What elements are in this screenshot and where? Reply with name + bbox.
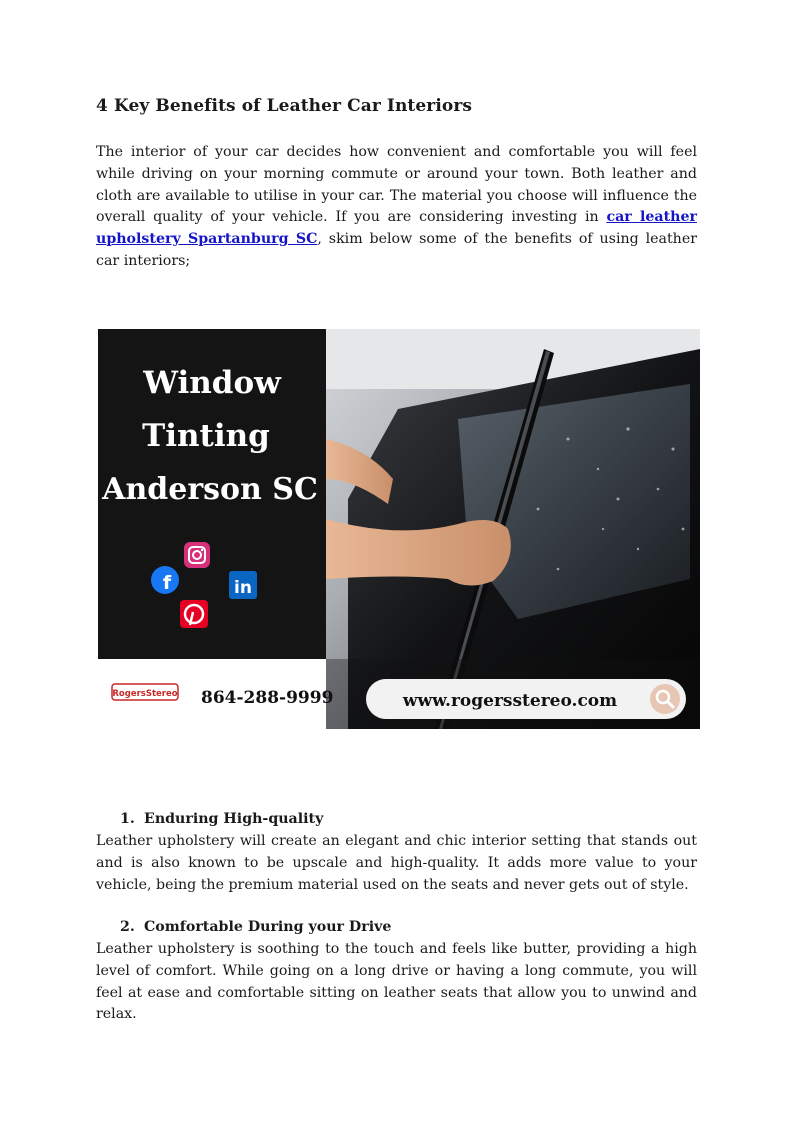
svg-text:f: f <box>162 572 172 594</box>
search-icon <box>650 684 680 714</box>
benefit-2-number: 2. <box>120 919 135 935</box>
banner-headline-line2: Tinting <box>142 418 270 454</box>
pinterest-icon <box>180 600 208 628</box>
phone-number: 864-288-9999 <box>201 688 334 708</box>
intro-paragraph <box>96 142 697 273</box>
banner-headline-line3: Anderson SC <box>102 472 318 507</box>
upholstery-link[interactable]: car leather upholstery Spartanburg SC <box>96 209 697 248</box>
facebook-icon <box>151 566 179 594</box>
instagram-icon <box>184 542 210 568</box>
logo-text: RogersStereo <box>112 689 178 699</box>
banner-headline-line1: Window <box>143 365 281 401</box>
promo-banner-image <box>98 329 700 729</box>
benefit-1-number: 1. <box>120 811 135 827</box>
benefit-2-title: Comfortable During your Drive <box>144 919 392 935</box>
benefit-1-title: Enduring High-quality <box>144 811 324 827</box>
website-url: www.rogersstereo.com <box>402 691 618 711</box>
svg-text:in: in <box>234 578 252 598</box>
rogersstereo-logo <box>112 684 178 700</box>
benefit-1-body: Leather upholstery will create an elegant and chic interior setting that stands out and is also known to be upscale and high-quality. It adds more value to your vehicle, being the premium material used on the seats and never gets out of style. <box>96 833 697 893</box>
linkedin-icon <box>229 571 257 599</box>
intro-text-before: The interior of your car decides how convenient and comfortable you will feel while driving on your morning commute or around your town. Both leather and cloth are available to utilise in your car. The material you choose will influence the overall quality of your vehicle. If you are considering investing in <box>96 144 697 226</box>
intro-text-after: , skim below some of the benefits of using leather car interiors; <box>96 231 697 269</box>
page-title: 4 Key Benefits of Leather Car Interiors <box>96 96 473 116</box>
benefit-2-body: Leather upholstery is soothing to the touch and feels like butter, providing a high level of comfort. While going on a long drive or having a long commute, you will feel at ease and comfortable sitting on leather seats that allow you to unwind and relax. <box>96 941 697 1023</box>
benefit-2-heading <box>120 919 391 935</box>
benefit-1-heading <box>120 811 323 827</box>
website-pill <box>366 679 686 719</box>
